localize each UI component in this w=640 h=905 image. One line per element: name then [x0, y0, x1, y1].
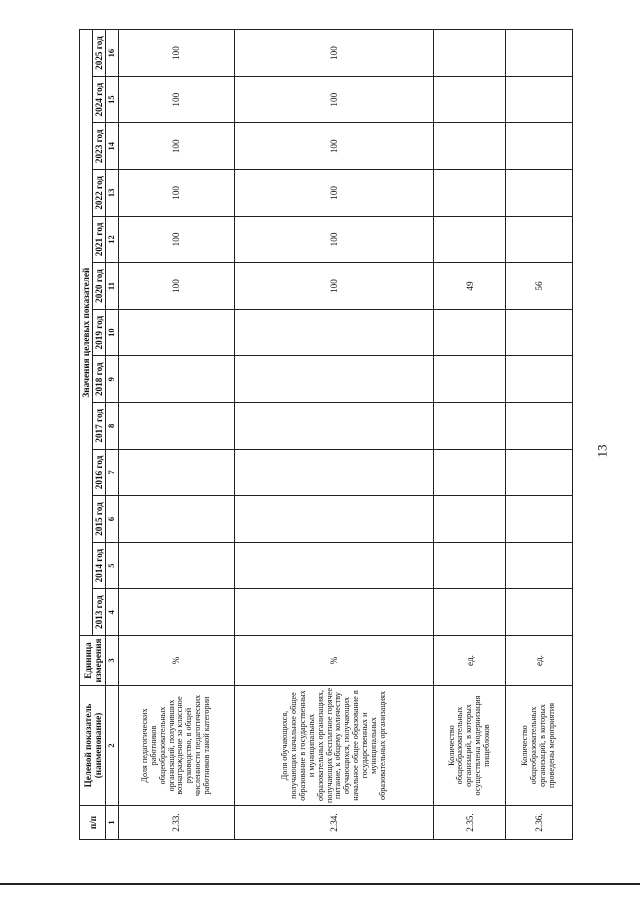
value-cell: [235, 449, 434, 496]
value-cell: [235, 542, 434, 589]
indicator-name: Количество общеобразовательных организаций, в которых проведены мероприятия: [505, 686, 572, 806]
col-values-header: Значения целевых показателей: [80, 30, 93, 636]
year-header: 2018 год: [93, 356, 106, 403]
value-cell: [118, 496, 235, 543]
year-header: 2019 год: [93, 309, 106, 356]
year-header: 2022 год: [93, 170, 106, 217]
value-cell: [434, 216, 505, 263]
value-cell: [434, 403, 505, 450]
value-cell: 100: [118, 30, 235, 77]
value-cell: [235, 356, 434, 403]
column-number: 14: [106, 123, 118, 170]
column-number: 5: [106, 542, 118, 589]
row-number: 2.35.: [434, 806, 505, 840]
unit-cell: ед.: [434, 636, 505, 686]
value-cell: [505, 496, 572, 543]
column-number: 15: [106, 76, 118, 123]
year-header: 2017 год: [93, 403, 106, 450]
column-number: 2: [106, 686, 118, 806]
unit-cell: ед.: [505, 636, 572, 686]
row-number: 2.36.: [505, 806, 572, 840]
value-cell: 100: [118, 263, 235, 310]
value-cell: [434, 449, 505, 496]
value-cell: 100: [118, 216, 235, 263]
value-cell: [118, 542, 235, 589]
column-number: 9: [106, 356, 118, 403]
row-number: 2.34.: [235, 806, 434, 840]
value-cell: [434, 30, 505, 77]
value-cell: [505, 76, 572, 123]
indicators-table-wrapper: [79, 30, 573, 840]
value-cell: [434, 496, 505, 543]
value-cell: 100: [235, 76, 434, 123]
column-number: 7: [106, 449, 118, 496]
value-cell: [118, 309, 235, 356]
table-row: [235, 30, 434, 840]
page-bottom-rule: [0, 883, 640, 885]
indicator-name: Количество общеобразовательных организаций, в которых осуществлена модернизация пищеблоков: [434, 686, 505, 806]
value-cell: [434, 589, 505, 636]
year-header: 2024 год: [93, 76, 106, 123]
value-cell: [505, 403, 572, 450]
year-header: 2014 год: [93, 542, 106, 589]
unit-cell: %: [118, 636, 235, 686]
value-cell: [434, 542, 505, 589]
value-cell: [505, 123, 572, 170]
indicator-name: Доля педагогических работников общеобразовательных организаций, получивших вознаграждение за классное руководство, в общей численности педагогических работников такой категории: [118, 686, 235, 806]
value-cell: [434, 170, 505, 217]
year-header: 2025 год: [93, 30, 106, 77]
value-cell: [118, 356, 235, 403]
value-cell: [118, 589, 235, 636]
value-cell: [505, 449, 572, 496]
table-row: [505, 30, 572, 840]
value-cell: 100: [118, 170, 235, 217]
value-cell: [505, 170, 572, 217]
value-cell: 49: [434, 263, 505, 310]
value-cell: [235, 589, 434, 636]
column-number: 16: [106, 30, 118, 77]
value-cell: [235, 309, 434, 356]
value-cell: [235, 496, 434, 543]
value-cell: [505, 356, 572, 403]
column-number: 1: [106, 806, 118, 840]
indicators-table: [79, 29, 573, 840]
page-number: 13: [594, 444, 610, 458]
year-header: 2020 год: [93, 263, 106, 310]
value-cell: [434, 356, 505, 403]
value-cell: 100: [235, 30, 434, 77]
column-number: 13: [106, 170, 118, 217]
table-row: [118, 30, 235, 840]
value-cell: [434, 123, 505, 170]
column-number: 11: [106, 263, 118, 310]
column-number: 10: [106, 309, 118, 356]
value-cell: [434, 76, 505, 123]
column-number: 4: [106, 589, 118, 636]
value-cell: [505, 309, 572, 356]
value-cell: [434, 309, 505, 356]
column-number: 3: [106, 636, 118, 686]
table-row: [434, 30, 505, 840]
row-number: 2.33.: [118, 806, 235, 840]
value-cell: [505, 30, 572, 77]
col-no-header: п/п: [80, 806, 106, 840]
year-header: 2013 год: [93, 589, 106, 636]
value-cell: 100: [118, 123, 235, 170]
year-header: 2016 год: [93, 449, 106, 496]
value-cell: [118, 403, 235, 450]
column-number: 8: [106, 403, 118, 450]
col-name-header: Целевой показатель (наименование): [80, 686, 106, 806]
value-cell: 100: [235, 123, 434, 170]
column-number: 12: [106, 216, 118, 263]
value-cell: [235, 403, 434, 450]
value-cell: [505, 542, 572, 589]
column-number: 6: [106, 496, 118, 543]
unit-cell: %: [235, 636, 434, 686]
header-row-top: [80, 30, 93, 840]
year-header: 2023 год: [93, 123, 106, 170]
year-header: 2015 год: [93, 496, 106, 543]
column-number-row: [106, 30, 118, 840]
value-cell: 100: [118, 76, 235, 123]
value-cell: 100: [235, 170, 434, 217]
col-unit-header: Единица измерения: [80, 636, 106, 686]
value-cell: 100: [235, 216, 434, 263]
value-cell: [505, 216, 572, 263]
year-header: 2021 год: [93, 216, 106, 263]
value-cell: [118, 449, 235, 496]
value-cell: 100: [235, 263, 434, 310]
value-cell: [505, 589, 572, 636]
indicator-name: Доля обучающихся, получающих начальное общее образование в государственных и муниципальных образовательных организациях, получающих бесплатное горячее питание, к общему количеству обучающихся, получающих начальное общее образование в государственных и муниципальных образовательных организациях: [235, 686, 434, 806]
value-cell: 56: [505, 263, 572, 310]
